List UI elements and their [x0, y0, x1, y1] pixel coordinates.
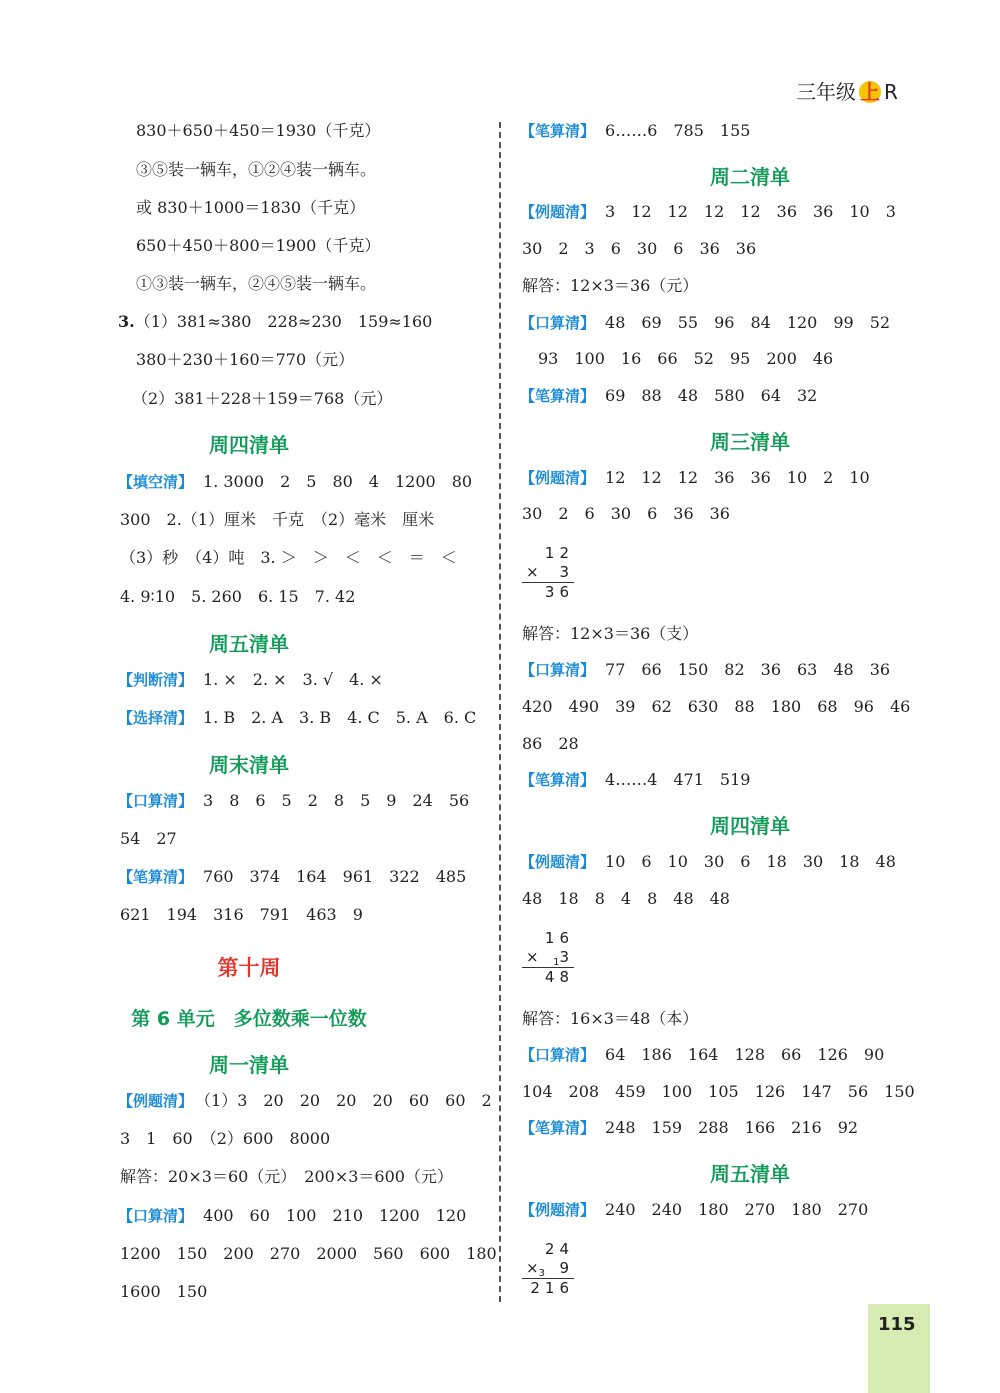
question-3 [118, 311, 432, 333]
answer-row [520, 1117, 858, 1139]
text-line: （2）381＋228＋159＝768（元） [132, 389, 393, 408]
section-title: 周五清单 [710, 1162, 790, 1186]
product: 36 [544, 583, 574, 601]
text-line: ③⑤装一辆车，①②④装一辆车。 [136, 160, 377, 179]
answer-text: 248 159 288 166 216 92 [605, 1118, 859, 1137]
section-title: 周四清单 [710, 814, 790, 838]
text-line: 或 830＋1000＝1830（千克） [136, 198, 366, 217]
tag-label: 【笔算清】 [520, 771, 596, 789]
text-line: 48 18 8 4 8 48 48 [522, 889, 730, 908]
tag-label: 【口算清】 [118, 792, 194, 810]
answer-text: 1. B 2. A 3. B 4. C 5. A 6. C [203, 708, 477, 727]
text-line: 4. 9∶10 5. 260 6. 15 7. 42 [120, 587, 356, 606]
answer-row [118, 866, 466, 888]
answer-line: 解答：12×3＝36（元） [522, 276, 699, 295]
multiplier: 3 [559, 948, 574, 966]
answer-row [520, 312, 890, 334]
text-line: 420 490 39 62 630 88 180 68 96 46 [522, 697, 911, 716]
times-sign: × [526, 1259, 539, 1277]
grade-text: 三年级 [796, 80, 856, 104]
text-line: 1200 150 200 270 2000 560 600 180 [120, 1244, 497, 1263]
answer-row [118, 1205, 466, 1227]
tag-label: 【口算清】 [520, 314, 596, 332]
tag-label: 【笔算清】 [520, 387, 596, 405]
multiplier: 9 [559, 1259, 574, 1277]
multiplier-group [553, 948, 574, 967]
vertical-multiplication [522, 544, 574, 602]
tag-label: 【例题清】 [520, 853, 596, 871]
tag-label: 【口算清】 [520, 661, 596, 679]
tag-label: 【选择清】 [118, 709, 194, 727]
section-title: 周一清单 [209, 1053, 289, 1077]
multiplicand: 16 [544, 929, 574, 947]
multiplier-row [522, 948, 574, 968]
tag-label: 【笔算清】 [118, 868, 194, 886]
term-badge: 上 [860, 80, 880, 104]
text-line: 54 27 [120, 829, 177, 848]
multiplicand: 24 [544, 1240, 574, 1258]
answer-row [520, 201, 896, 223]
week-title: 第十周 [217, 956, 281, 980]
section-title: 周三清单 [710, 430, 790, 454]
vertical-multiplication [522, 1240, 574, 1298]
answer-row [520, 385, 817, 407]
text-line: 621 194 316 791 463 9 [120, 905, 363, 924]
answer-row [118, 790, 469, 812]
vertical-multiplication [522, 929, 574, 987]
text-line: 300 2.（1）厘米 千克 （2）毫米 厘米 [120, 510, 435, 529]
tag-label: 【笔算清】 [520, 122, 596, 140]
tag-label: 【口算清】 [520, 1046, 596, 1064]
tag-label: 【填空清】 [118, 473, 194, 491]
unit-title: 第 6 单元 多位数乘一位数 [131, 1008, 367, 1030]
answer-text: 240 240 180 270 180 270 [605, 1200, 869, 1219]
answer-text: 10 6 10 30 6 18 30 18 48 [605, 852, 896, 871]
answer-line: 解答：16×3＝48（本） [522, 1009, 699, 1028]
text-line: 30 2 3 6 30 6 36 36 [522, 239, 757, 258]
tag-label: 【例题清】 [118, 1092, 194, 1110]
answer-text: 77 66 150 82 36 63 48 36 [605, 660, 891, 679]
answer-text: （1）3 20 20 20 20 60 60 2 [203, 1091, 492, 1110]
section-title: 周五清单 [209, 632, 289, 656]
column-divider [499, 122, 501, 1302]
answer-text: 69 88 48 580 64 32 [605, 386, 818, 405]
tag-label: 【例题清】 [520, 469, 596, 487]
answer-text: 4……4 471 519 [605, 770, 751, 789]
section-title: 周二清单 [710, 165, 790, 189]
text-line: 380＋230＋160＝770（元） [136, 350, 355, 369]
text-line: 104 208 459 100 105 126 147 56 150 [522, 1082, 915, 1101]
carry-digit: 3 [538, 1268, 545, 1279]
text-line: 30 2 6 30 6 36 36 [522, 504, 730, 523]
answer-text: 12 12 12 36 36 10 2 10 [605, 468, 870, 487]
text-line: 3 1 60 （2）600 8000 [120, 1129, 331, 1148]
answer-row [520, 769, 750, 791]
multiplier: 3 [559, 563, 574, 581]
multiplier-row [522, 563, 574, 583]
product: 48 [544, 968, 574, 986]
answer-row [520, 851, 896, 873]
answer-row [520, 1199, 868, 1221]
answer-text: 48 69 55 96 84 120 99 52 [605, 313, 891, 332]
answer-row [520, 467, 870, 489]
question-number: 3. [118, 312, 135, 331]
answer-line: 解答：20×3＝60（元） 200×3＝600（元） [120, 1167, 453, 1186]
answer-row [118, 1090, 492, 1112]
tag-label: 【例题清】 [520, 1201, 596, 1219]
answer-row [520, 120, 750, 142]
answer-text: 3 12 12 12 12 36 36 10 3 [605, 202, 896, 221]
answer-text: 3 8 6 5 2 8 5 9 24 56 [203, 791, 470, 810]
page-number: 115 [878, 1314, 916, 1335]
tag-label: 【口算清】 [118, 1207, 194, 1225]
times-sign: × [526, 563, 539, 581]
answer-text: 760 374 164 961 322 485 [203, 867, 467, 886]
answer-text: 1. 3000 2 5 80 4 1200 80 [203, 472, 473, 491]
grade-label [796, 76, 898, 105]
answer-line: 解答：12×3＝36（支） [522, 624, 699, 643]
text-line: 1600 150 [120, 1282, 208, 1301]
text-line: ①③装一辆车，②④⑤装一辆车。 [136, 274, 377, 293]
text-line: 93 100 16 66 52 95 200 46 [538, 349, 834, 368]
carry-digit: 1 [553, 957, 560, 968]
answer-text: 400 60 100 210 1200 120 [203, 1206, 467, 1225]
multiplicand: 12 [544, 544, 574, 562]
answer-text: 6……6 785 155 [605, 121, 751, 140]
section-title: 周四清单 [209, 433, 289, 457]
tag-label: 【判断清】 [118, 671, 194, 689]
edition-text: R [884, 80, 898, 104]
text-line: 650＋450＋800＝1900（千克） [136, 236, 381, 255]
answer-text: （1）381≈380 228≈230 159≈160 [134, 312, 433, 331]
text-line: 86 28 [522, 734, 579, 753]
answer-row [118, 707, 476, 729]
multiplier-row [522, 1259, 574, 1279]
section-title: 周末清单 [209, 753, 289, 777]
text-line: 830＋650＋450＝1930（千克） [136, 121, 381, 140]
answer-row [118, 669, 383, 691]
multiplier-group [522, 1259, 545, 1278]
tag-label: 【笔算清】 [520, 1119, 596, 1137]
product: 216 [530, 1279, 574, 1297]
answer-row [520, 659, 890, 681]
answer-row [520, 1044, 884, 1066]
page-number-tab [868, 1304, 930, 1393]
answer-text: 1. × 2. × 3. √ 4. × [203, 670, 383, 689]
answer-row [118, 471, 472, 493]
answer-text: 64 186 164 128 66 126 90 [605, 1045, 885, 1064]
tag-label: 【例题清】 [520, 203, 596, 221]
text-line: （3）秒 （4）吨 3. ＞ ＞ ＜ ＜ ＝ ＜ [120, 548, 457, 567]
times-sign: × [526, 948, 539, 966]
